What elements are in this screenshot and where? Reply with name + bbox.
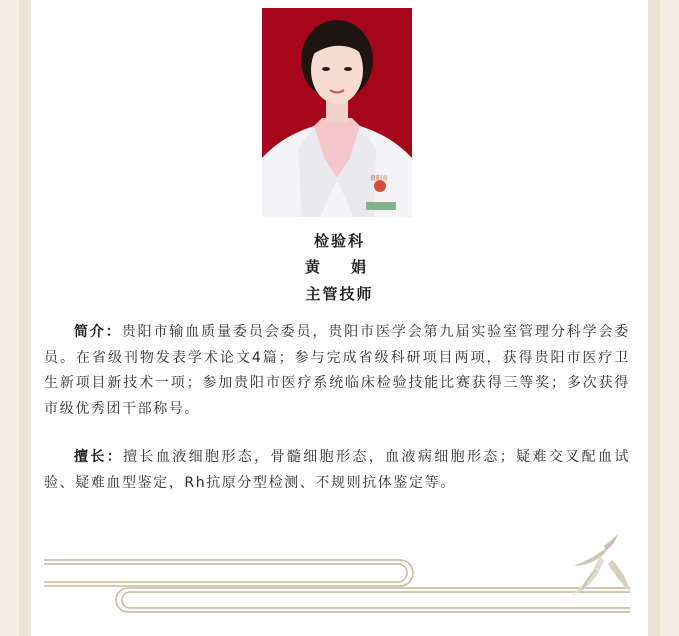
specialty-text: 擅长血液细胞形态，骨髓细胞形态，血液病细胞形态；疑难交叉配血试验、疑难血型鉴定，Rh抗原分型检测、不规则抗体鉴定等。 bbox=[44, 449, 630, 491]
intro-label: 简介： bbox=[74, 324, 122, 340]
doctor-name: 黄 娟 bbox=[304, 258, 374, 276]
doctor-title: 主管技师 bbox=[305, 285, 374, 303]
intro-text: 贵阳市输血质量委员会委员，贵阳市医学会第九届实验室管理分科学会委员。在省级刊物发表学术论文4篇；参与完成省级科研项目两项，获得贵阳市医疗卫生新项目新技术一项；参加贵阳市医疗系统临床检验技能比赛获得三等奖；多次获得市级优秀团干部称号。 bbox=[44, 324, 630, 417]
specialty-label: 擅长： bbox=[74, 449, 124, 465]
department-label: 检验科 bbox=[313, 232, 365, 250]
svg-text:贵阳市: 贵阳市 bbox=[370, 175, 389, 182]
bamboo-leaf-icon bbox=[570, 534, 630, 596]
